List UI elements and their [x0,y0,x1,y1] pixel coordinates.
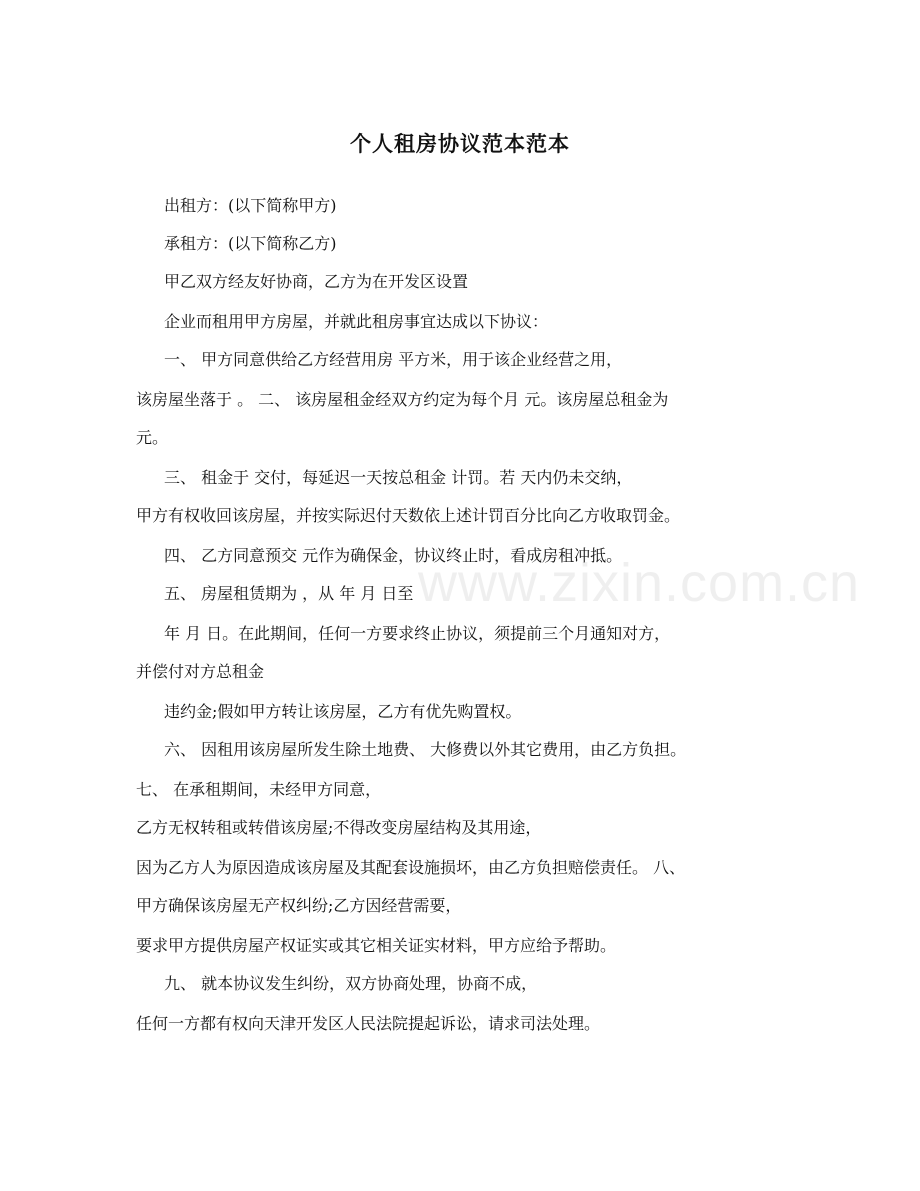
paragraph-line: 违约金;假如甲方转让该房屋，乙方有优先购置权。 [164,702,522,721]
clause-2-line: 该房屋坐落于 。 二、 该房屋租金经双方约定为每个月 元。该房屋总租金为 [136,390,669,409]
paragraph-line: 要求甲方提供房屋产权证实或其它相关证实材料，甲方应给予帮助。 [136,936,617,955]
paragraph-line: 任何一方都有权向天津开发区人民法院提起诉讼，请求司法处理。 [136,1014,601,1033]
clause-6-line: 六、 因租用该房屋所发生除土地费、 大修费以外其它费用，由乙方负担。 [164,740,687,759]
clause-8-line: 甲方确保该房屋无产权纠纷;乙方因经营需要， [136,896,462,915]
paragraph-line: 企业而租用甲方房屋，并就此租房事宜达成以下协议： [164,312,549,331]
paragraph-line: 元。 [136,428,169,447]
clause-5-line: 五、 房屋租赁期为 ，从 年 月 日至 [164,584,414,603]
paragraph-line: 甲方有权收回该房屋，并按实际迟付天数依上述计罚百分比向乙方收取罚金。 [136,506,681,525]
clause-1-line: 一、 甲方同意供给乙方经营用房 平方米，用于该企业经营之用， [164,350,623,369]
paragraph-line-lessor: 出租方：(以下简称甲方) [164,196,337,215]
paragraph-line: 因为乙方人为原因造成该房屋及其配套设施损坏，由乙方负担赔偿责任。 八、 [136,858,686,877]
paragraph-line-lessee: 承租方：(以下简称乙方) [164,234,337,253]
paragraph-line: 乙方无权转租或转借该房屋;不得改变房屋结构及其用途， [136,818,542,837]
paragraph-line: 年 月 日。在此期间，任何一方要求终止协议，须提前三个月通知对方， [164,624,671,643]
document-title: 个人租房协议范本范本 [350,131,570,156]
clause-7-line: 七、 在承租期间，未经甲方同意， [136,780,382,799]
paragraph-line: 并偿付对方总租金 [136,662,265,681]
clause-9-line: 九、 就本协议发生纠纷，双方协商处理，协商不成， [164,974,538,993]
clause-4-line: 四、 乙方同意预交 元作为确保金，协议终止时，看成房租冲抵。 [164,546,623,565]
watermark: www.zixin.com.cn [418,553,861,613]
clause-3-line: 三、 租金于 交付，每延迟一天按总租金 计罚。若 天内仍未交纳， [164,468,633,487]
paragraph-line: 甲乙双方经友好协商，乙方为在开发区设置 [164,272,469,291]
